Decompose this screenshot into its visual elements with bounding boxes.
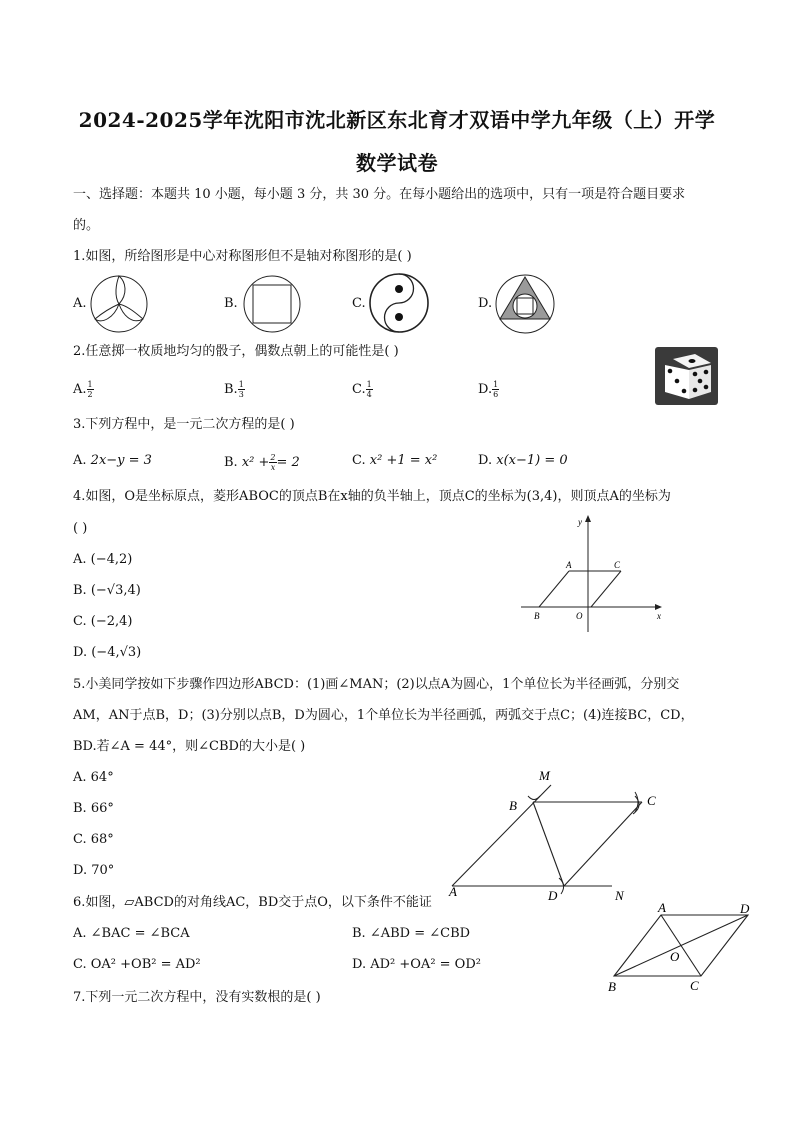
section-instructions-line-2: 的。	[73, 218, 100, 233]
q1-stem: 1.如图，所给图形是中心对称图形但不是轴对称图形的是( )	[73, 249, 412, 264]
fig-label-c: C	[614, 560, 621, 570]
q4-option-a: A. (−4,2)	[73, 552, 133, 567]
fraction: $\frac{1}{4}$	[366, 380, 372, 399]
fig-label-m: M	[539, 768, 550, 783]
section-instructions-line-1: 一、选择题：本题共 10 小题，每小题 3 分，共 30 分。在每小题给出的选项中，只有一项是符合题目要求	[73, 187, 686, 202]
q5-option-a: A. 64°	[73, 770, 114, 785]
fraction: $\frac{1}{3}$	[238, 380, 244, 399]
q2-option-d: D. $\frac{1}{6}$	[478, 380, 499, 399]
q3-option-b: B. x² + $\frac{2}{x}$ = 2	[224, 453, 300, 472]
q4-stem: 4.如图，O是坐标原点，菱形ABOC的顶点B在x轴的负半轴上，顶点C的坐标为(3,4)，则顶点A的坐标为	[73, 489, 671, 504]
q6-option-d: D. AD² +OA² = OD²	[352, 957, 481, 972]
q7-stem: 7.下列一元二次方程中，没有实数根的是( )	[73, 990, 321, 1005]
q6-option-a: A. ∠BAC = ∠BCA	[73, 926, 190, 941]
q5-option-c: C. 68°	[73, 832, 114, 847]
fig-label-d: D	[548, 888, 558, 903]
fig-label-y: y	[578, 517, 582, 527]
fig-label-a: A	[566, 560, 572, 570]
q5-line-2: AM，AN于点B，D；(3)分别以点B，D为圆心，1个单位长为半径画弧，两弧交于点C；(4)连接BC，CD，	[73, 708, 694, 723]
q2-option-b: B. $\frac{1}{3}$	[224, 380, 244, 399]
q4-paren: ( )	[73, 521, 88, 536]
q5-figure	[440, 768, 670, 903]
title-line-1: 2024-2025学年沈阳市沈北新区东北育才双语中学九年级（上）开学	[78, 108, 716, 132]
q1-option-a-label: A.	[73, 296, 87, 311]
dice-icon	[655, 347, 718, 405]
fig-label-b: B	[534, 611, 540, 621]
fig-label-a: A	[658, 900, 666, 915]
q2-stem: 2.任意掷一枚质地均匀的骰子，偶数点朝上的可能性是( )	[73, 344, 399, 359]
fig-label-a: A	[449, 884, 457, 899]
q6-option-b: B. ∠ABD = ∠CBD	[352, 926, 471, 941]
q5-option-b: B. 66°	[73, 801, 114, 816]
q1-figure-c	[368, 272, 430, 334]
q2-option-a: A. $\frac{1}{2}$	[73, 380, 93, 399]
q4-option-b: B. (−√3,4)	[73, 583, 141, 598]
q1-option-b-label: B.	[224, 296, 238, 311]
q1-figure-b	[242, 274, 302, 334]
fig-label-c: C	[647, 793, 656, 808]
q5-line-1: 5.小美同学按如下步骤作四边形ABCD：(1)画∠MAN；(2)以点A为圆心，1个单位长为半径画弧，分别交	[73, 677, 680, 692]
fig-label-o: O	[576, 611, 583, 621]
fraction: $\frac{1}{2}$	[87, 380, 93, 399]
fig-label-o: O	[670, 949, 680, 964]
fig-label-b: B	[509, 798, 517, 813]
q2-option-c: C. $\frac{1}{4}$	[352, 380, 372, 399]
fraction: $\frac{1}{6}$	[493, 380, 499, 399]
fig-label-d: D	[740, 901, 750, 916]
fig-label-x: x	[657, 611, 661, 621]
title-line-2: 数学试卷	[356, 151, 438, 175]
q3-option-c: C. x² +1 = x²	[352, 453, 438, 468]
fraction: $\frac{2}{x}$	[270, 453, 276, 472]
q1-figure-a	[88, 274, 152, 334]
fig-label-b: B	[608, 979, 616, 994]
q4-option-d: D. (−4,√3)	[73, 645, 142, 660]
q4-option-c: C. (−2,4)	[73, 614, 133, 629]
q5-option-d: D. 70°	[73, 863, 115, 878]
q3-option-d: D. x(x−1) = 0	[478, 453, 568, 468]
q6-figure	[600, 898, 760, 996]
fig-label-c: C	[690, 978, 699, 993]
fig-label-n: N	[615, 888, 624, 903]
q1-option-c-label: C.	[352, 296, 366, 311]
q5-line-3: BD.若∠A = 44°，则∠CBD的大小是( )	[73, 739, 306, 754]
q3-option-a: A. 2x−y = 3	[73, 453, 152, 468]
q6-option-c: C. OA² +OB² = AD²	[73, 957, 201, 972]
q1-figure-d	[494, 273, 556, 335]
q3-stem: 3.下列方程中，是一元二次方程的是( )	[73, 417, 295, 432]
q6-stem: 6.如图，▱ABCD的对角线AC，BD交于点O，以下条件不能证	[73, 895, 432, 910]
q4-figure	[515, 512, 670, 627]
q1-option-d-label: D.	[478, 296, 493, 311]
